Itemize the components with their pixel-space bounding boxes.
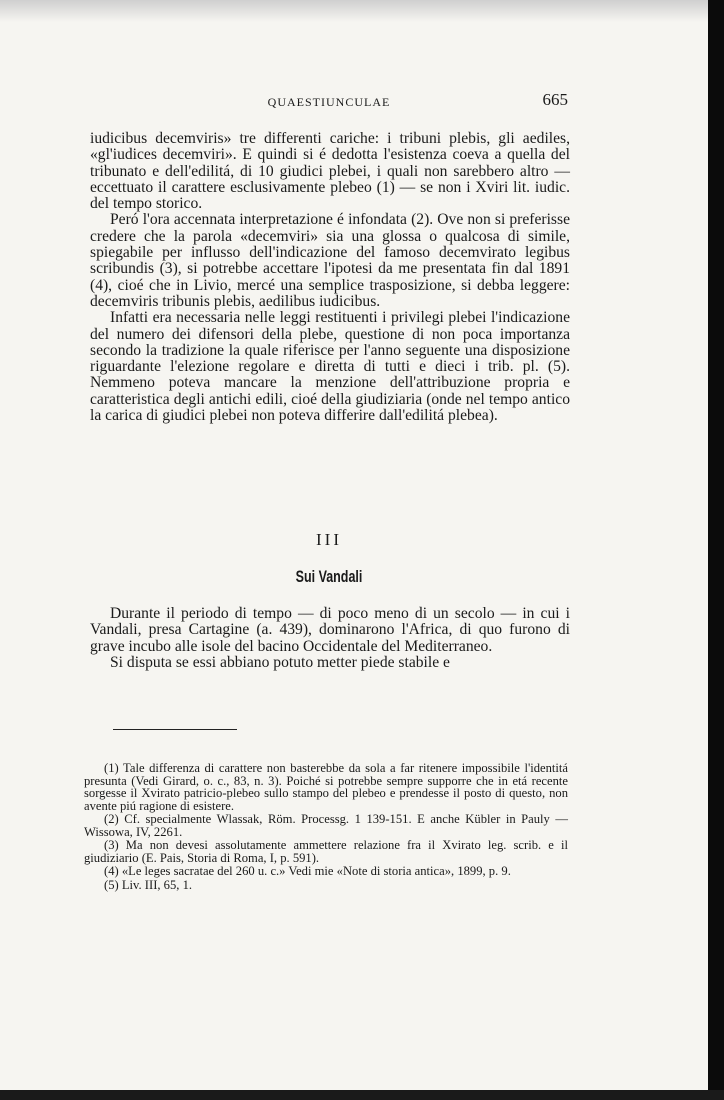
section-text <box>90 606 570 671</box>
page-header <box>90 90 568 112</box>
section-title: Sui Vandali <box>295 567 363 587</box>
footnote: (4) «Le leges sacratae del 260 u. c.» Vedi mie «Note di storia antica», 1899, p. 9. <box>104 864 511 878</box>
footnote-separator <box>113 729 237 730</box>
running-head: QUAESTIUNCULAE <box>267 95 391 109</box>
footnote: (3) Ma non devesi assolutamente ammettere relazione fra il Xvirato leg. scrib. e il giudiziario (E. Pais, Storia di Roma, I, p. 591). <box>84 838 568 865</box>
page-number: 665 <box>542 90 568 109</box>
footnote: (5) Liv. III, 65, 1. <box>104 877 193 892</box>
scan-border-bottom <box>0 1090 724 1100</box>
paragraph: Durante il periodo di tempo — di poco meno di un secolo — in cui i Vandali, presa Cartagine (a. 439), dominarono l'Africa, di quo furono di grave incubo alle isole del bacino Occidentale del Mediterraneo. <box>90 605 570 655</box>
footnotes <box>84 762 568 891</box>
paragraph: iudicibus decemviris» tre differenti cariche: i tribuni plebis, gli aediles, «gl'iudices decemviri». E quindi si é dedotta l'esistenza coeva a quella del tribunato e dell'edilitá, di 10 giudici plebei, i quali non sarebbero altro — eccettuato il carattere esclusivamente plebeo (1) — se non i Xviri lit. iudic. del tempo storico. <box>90 130 570 213</box>
paragraph: Peró l'ora accennata interpretazione é infondata (2). Ove non si preferisse credere che la parola «decemviri» sia una glossa o qualcosa di simile, spiegabile per influsso dell'indicazione del famoso decemvirato legibus scribundis (3), si potrebbe accettare l'ipotesi da me presentata fin dal 1891 (4), cioé che in Livio, mercé una semplice trasposizione, si debba leggere: decemviris tribunis plebis, aedilibus iudicibus. <box>90 211 570 310</box>
section-number: III <box>316 530 342 549</box>
footnote: (1) Tale differenza di carattere non basterebbe da sola a far ritenere impossibile l'identitá presunta (Vedi Girard, o. c., 83, n. 3). Poiché si potrebbe sempre supporre che in etá recente sorgesse il Xvirato patricio-plebeo sullo stampo del plebeo e prendesse il posto di questo, non avente piú ragione di esistere. <box>84 761 568 813</box>
body-text <box>90 131 570 424</box>
paragraph: Si disputa se essi abbiano potuto metter piede stabile e <box>110 653 450 671</box>
scan-shadow <box>0 0 724 22</box>
scan-border-right <box>708 0 724 1100</box>
footnote: (2) Cf. specialmente Wlassak, Röm. Processg. 1 139-151. E anche Kübler in Pauly — Wissowa, IV, 2261. <box>84 812 568 839</box>
paragraph: Infatti era necessaria nelle leggi restituenti i privilegi plebei l'indicazione del numero dei difensori della plebe, questione di non poca importanza secondo la tradizione la quale riferisce per l'anno seguente una disposizione riguardante l'elezione regolare e diretta di tutti e dieci i trib. pl. (5). Nemmeno poteva mancare la menzione dell'attribuzione propria e caratteristica degli antichi edili, cioé della giudiziaria (onde nel tempo antico la carica di giudici plebei non poteva differire dall'edilitá plebea). <box>90 309 570 425</box>
